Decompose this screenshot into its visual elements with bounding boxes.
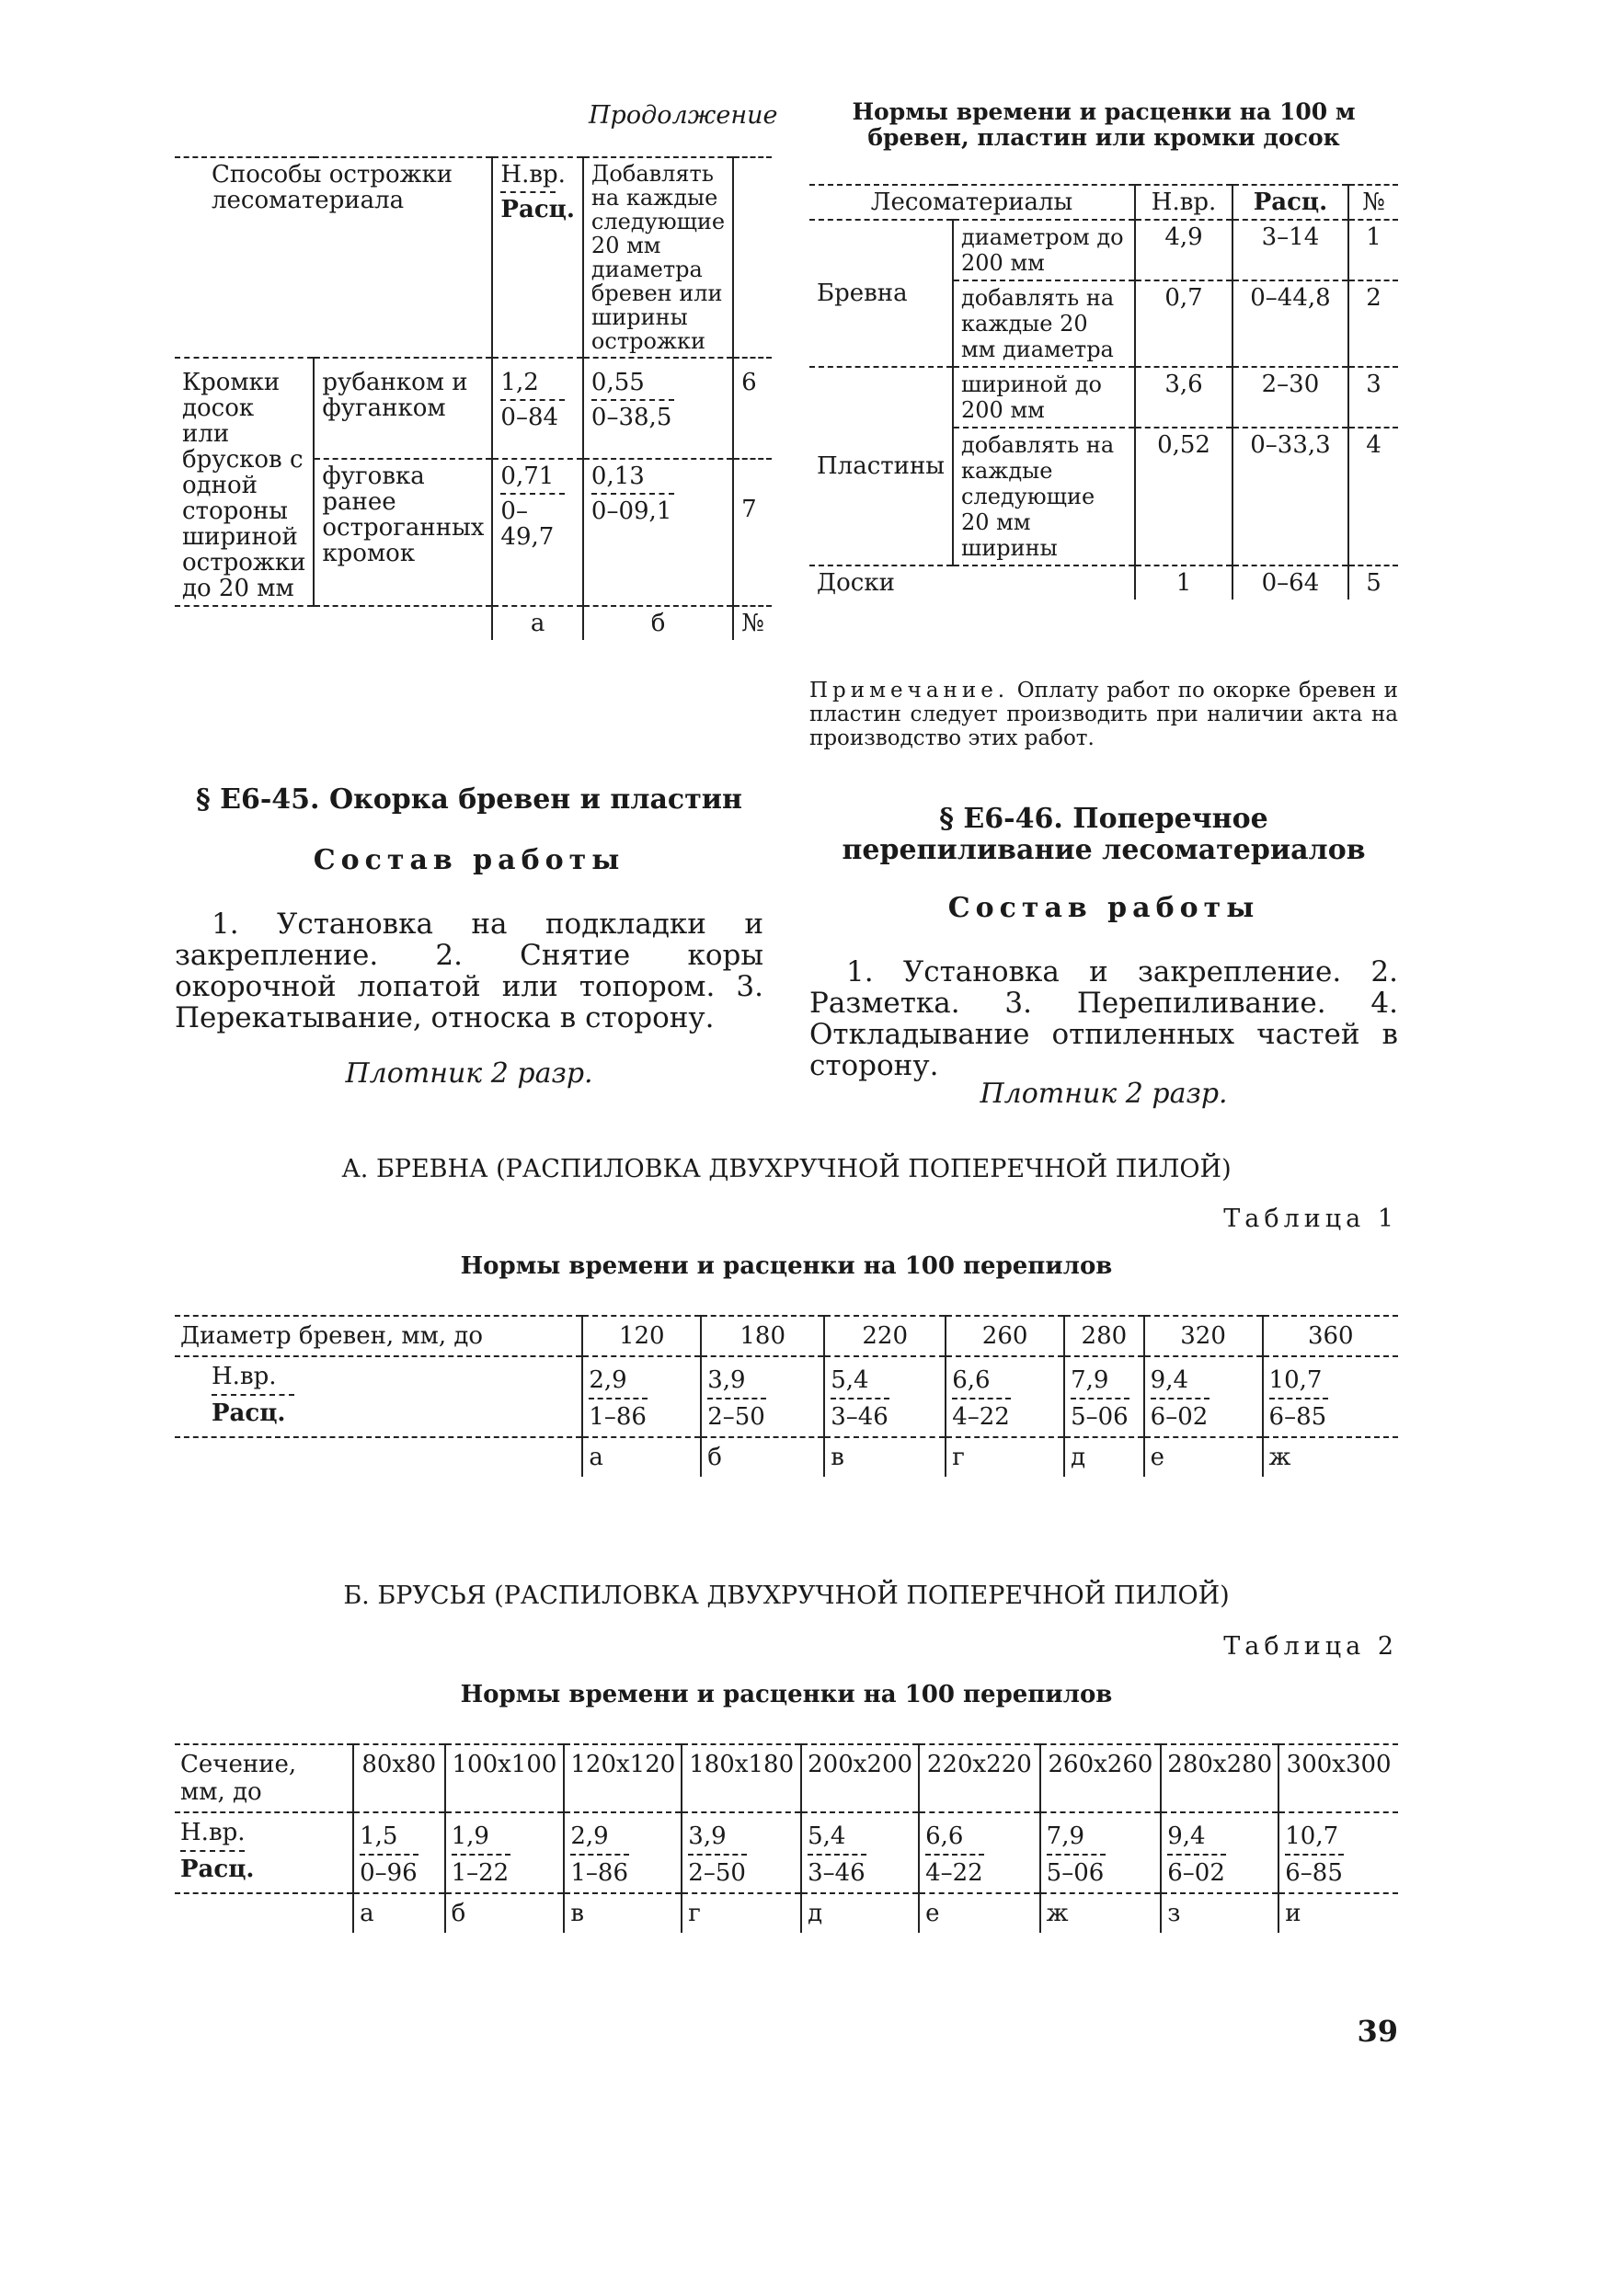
tableB xyxy=(175,1743,1398,1933)
column-letter: ж xyxy=(1268,1444,1291,1471)
tableB-nvr-label: Н.вр. xyxy=(180,1819,246,1846)
header-material: Лесоматериалы xyxy=(809,185,1135,220)
column-letter: е xyxy=(919,1893,1040,1933)
row-nvr: 0,52 xyxy=(1135,428,1232,565)
nvr-value: 2,9 xyxy=(589,1366,627,1394)
header-rasc: Расц. xyxy=(500,196,575,223)
rasc-value: 2–50 xyxy=(688,1859,746,1887)
norm-value xyxy=(1285,1822,1344,1887)
column-header: 180х180 xyxy=(682,1744,801,1812)
tableA-label: Таблица 1 xyxy=(1223,1205,1398,1233)
rasc-value: 6–02 xyxy=(1167,1859,1225,1887)
column-letter: а xyxy=(582,1437,701,1477)
nvr-value: 7,9 xyxy=(1071,1366,1109,1394)
sec46-title: § Е6-46. Поперечное перепиливание лесоматериалов xyxy=(842,803,1366,866)
nvr-value: 3,9 xyxy=(688,1822,727,1850)
row-add-rasc: 0–09,1 xyxy=(590,497,672,526)
norm-value xyxy=(925,1822,984,1887)
column-letter: в xyxy=(564,1893,682,1933)
row-number: 4 xyxy=(1366,431,1381,459)
column-header: 220 xyxy=(824,1316,946,1356)
rasc-value: 2–50 xyxy=(707,1403,765,1431)
nvr-value: 10,7 xyxy=(1285,1822,1339,1850)
norm-value xyxy=(952,1366,1011,1431)
header-rasc: Расц. xyxy=(1232,185,1348,220)
tableB-caption: Нормы времени и расценки на 100 перепилов xyxy=(460,1681,1113,1708)
tableB-rowhead: Сечение, мм, до xyxy=(175,1744,353,1812)
tableA xyxy=(175,1315,1398,1477)
page-number: 39 xyxy=(1357,2014,1398,2049)
column-letter: г xyxy=(682,1893,801,1933)
column-letter: а xyxy=(353,1893,444,1933)
group-boards: Доски xyxy=(809,565,1135,600)
note-text: Оплату работ по окорке бревен и пластин следует производить при наличии акта на производство этих работ. xyxy=(809,679,1399,750)
nvr-value: 9,4 xyxy=(1167,1822,1206,1850)
norm-value xyxy=(570,1822,629,1887)
tableA-heading: А. БРЕВНА (РАСПИЛОВКА ДВУХРУЧНОЙ ПОПЕРЕЧНОЙ ПИЛОЙ) xyxy=(341,1155,1232,1183)
row-nvr: 1,2 xyxy=(500,369,539,396)
sec46-body: 1. Установка и закрепление. 2. Разметка. 3. Перепиливание. 4. Откладывание отпиленных частей в сторону. xyxy=(809,955,1398,1082)
sec46-worker: Плотник 2 разр. xyxy=(980,1078,1228,1110)
tableA-rasc-label: Расц. xyxy=(212,1399,286,1427)
rasc-value: 6–85 xyxy=(1268,1403,1327,1431)
tableA-caption: Нормы времени и расценки на 100 перепилов xyxy=(460,1252,1113,1280)
row-rasc: 0–33,3 xyxy=(1232,428,1348,565)
row-nvr: 3,6 xyxy=(1135,367,1232,428)
nvr-value: 1,5 xyxy=(360,1822,398,1850)
tableA-rowhead: Диаметр бревен, мм, до xyxy=(175,1316,582,1356)
column-letter: б xyxy=(445,1893,565,1933)
column-letter: в xyxy=(824,1437,946,1477)
rasc-value: 4–22 xyxy=(925,1859,983,1887)
row-desc: добавлять на каждые 20 мм диаметра xyxy=(953,280,1135,367)
norm-value xyxy=(808,1822,866,1887)
tableB-heading: Б. БРУСЬЯ (РАСПИЛОВКА ДВУХРУЧНОЙ ПОПЕРЕЧНОЙ ПИЛОЙ) xyxy=(343,1582,1230,1610)
rasc-value: 5–06 xyxy=(1071,1403,1129,1431)
norm-value xyxy=(589,1366,648,1431)
row-number: 7 xyxy=(741,496,757,524)
header-method: Способы острожки лесоматериала xyxy=(175,157,492,358)
row-add-rasc: 0–38,5 xyxy=(590,404,672,431)
row-rasc: 0–49,7 xyxy=(500,497,555,552)
rasc-value: 6–85 xyxy=(1285,1859,1343,1887)
nvr-value: 5,4 xyxy=(808,1822,846,1850)
sec45-body: 1. Установка на подкладки и закрепление. 2. Снятие коры окорочной лопатой или топором. 3. Перекатывание, относка в сторону. xyxy=(175,908,763,1034)
row-number: 5 xyxy=(1366,569,1381,597)
column-header: 180 xyxy=(701,1316,824,1356)
sec46-subtitle: Состав работы xyxy=(947,892,1260,924)
nvr-value: 7,9 xyxy=(1046,1822,1085,1850)
header-nvr: Н.вр. xyxy=(500,161,566,188)
column-letter: е xyxy=(1144,1437,1263,1477)
row-number: 3 xyxy=(1366,371,1381,398)
row-add-nvr: 0,55 xyxy=(590,369,645,396)
rasc-value: 5–06 xyxy=(1046,1859,1105,1887)
left-top-table xyxy=(175,156,772,640)
note xyxy=(809,679,1398,750)
rasc-value: 1–22 xyxy=(451,1859,510,1887)
nvr-value: 9,4 xyxy=(1150,1366,1189,1394)
row-method: рубанком и фуганком xyxy=(314,358,492,459)
column-header: 120 xyxy=(582,1316,701,1356)
column-header: 260 xyxy=(946,1316,1064,1356)
sec45-title: § Е6-45. Окорка бревен и пластин xyxy=(195,783,742,816)
group-label: Кромки досок или брусков с одной стороны шириной острожки до 20 мм xyxy=(175,358,314,606)
right-top-table xyxy=(809,184,1398,600)
nvr-value: 1,9 xyxy=(451,1822,489,1850)
group-slabs: Пластины xyxy=(809,367,953,565)
column-header: 200х200 xyxy=(801,1744,919,1812)
row-nvr: 0,71 xyxy=(500,463,555,491)
header-nvr: Н.вр. xyxy=(1135,185,1232,220)
column-header: 300х300 xyxy=(1286,1751,1392,1778)
norm-value xyxy=(1047,1822,1106,1887)
row-number: 2 xyxy=(1366,284,1381,312)
nvr-value: 6,6 xyxy=(952,1366,991,1394)
row-method: фуговка ранее острoганных кромок xyxy=(314,459,492,606)
col-number-sign: № xyxy=(741,610,764,637)
tableA-nvr-label: Н.вр. xyxy=(212,1363,277,1390)
column-header: 280 xyxy=(1064,1316,1144,1356)
row-rasc: 3–14 xyxy=(1232,220,1348,280)
header-add: Добавлять на каждые следующие 20 мм диаметра бревен или ширины острожки xyxy=(583,157,733,358)
row-nvr: 1 xyxy=(1135,565,1232,600)
nvr-value: 2,9 xyxy=(570,1822,609,1850)
row-desc: добавлять на каждые следующие 20 мм ширины xyxy=(953,428,1135,565)
norm-value xyxy=(1167,1822,1226,1887)
rasc-value: 3–46 xyxy=(808,1859,866,1887)
column-header: 220х220 xyxy=(919,1744,1040,1812)
norm-value xyxy=(452,1822,510,1887)
norm-value xyxy=(688,1822,747,1887)
rasc-value: 1–86 xyxy=(570,1859,628,1887)
column-header: 320 xyxy=(1144,1316,1263,1356)
column-letter: д xyxy=(1064,1437,1144,1477)
column-letter: д xyxy=(801,1893,919,1933)
column-letter: ж xyxy=(1040,1893,1162,1933)
norm-value xyxy=(707,1366,766,1431)
column-header: 100х100 xyxy=(445,1744,565,1812)
row-rasc: 0–44,8 xyxy=(1232,280,1348,367)
continued-label: Продолжение xyxy=(589,101,778,130)
column-header: 120х120 xyxy=(564,1744,682,1812)
norm-value xyxy=(360,1822,418,1887)
row-rasc: 0–64 xyxy=(1232,565,1348,600)
column-header: 360 xyxy=(1307,1322,1354,1350)
nvr-value: 6,6 xyxy=(925,1822,964,1850)
nvr-value: 3,9 xyxy=(707,1366,746,1394)
sec45-subtitle: Состав работы xyxy=(313,844,625,876)
row-number: 1 xyxy=(1366,223,1381,251)
nvr-value: 10,7 xyxy=(1268,1366,1323,1394)
row-add-nvr: 0,13 xyxy=(590,463,645,491)
row-desc: шириной до 200 мм xyxy=(953,367,1135,428)
nvr-value: 5,4 xyxy=(831,1366,869,1394)
row-rasc: 0–84 xyxy=(500,404,559,431)
row-nvr: 4,9 xyxy=(1135,220,1232,280)
col-letter-b: б xyxy=(583,606,733,640)
rasc-value: 0–96 xyxy=(360,1859,418,1887)
col-letter-a: а xyxy=(492,606,583,640)
column-header: 260х260 xyxy=(1040,1744,1162,1812)
row-rasc: 2–30 xyxy=(1232,367,1348,428)
row-nvr: 0,7 xyxy=(1135,280,1232,367)
column-header: 80х80 xyxy=(353,1744,444,1812)
column-letter: и xyxy=(1285,1900,1301,1927)
column-letter: г xyxy=(946,1437,1064,1477)
column-letter: з xyxy=(1161,1893,1278,1933)
header-number: № xyxy=(1362,188,1385,216)
norm-value xyxy=(1071,1366,1129,1431)
right-table-title: Нормы времени и расценки на 100 м бревен, пластин или кромки досок xyxy=(852,98,1356,151)
norm-value xyxy=(1269,1366,1328,1431)
tableB-rasc-label: Расц. xyxy=(180,1856,255,1883)
norm-value xyxy=(831,1366,889,1431)
sec45-worker: Плотник 2 разр. xyxy=(345,1057,593,1090)
row-number: 6 xyxy=(741,369,757,396)
row-desc: диаметром до 200 мм xyxy=(953,220,1135,280)
rasc-value: 4–22 xyxy=(952,1403,1010,1431)
column-letter: б xyxy=(701,1437,824,1477)
rasc-value: 3–46 xyxy=(831,1403,888,1431)
tableB-label: Таблица 2 xyxy=(1223,1632,1398,1661)
rasc-value: 6–02 xyxy=(1150,1403,1209,1431)
group-logs: Бревна xyxy=(809,220,953,367)
column-header: 280х280 xyxy=(1161,1744,1278,1812)
norm-value xyxy=(1151,1366,1209,1431)
note-label: Примечание. xyxy=(809,679,1010,703)
rasc-value: 1–86 xyxy=(589,1403,647,1431)
